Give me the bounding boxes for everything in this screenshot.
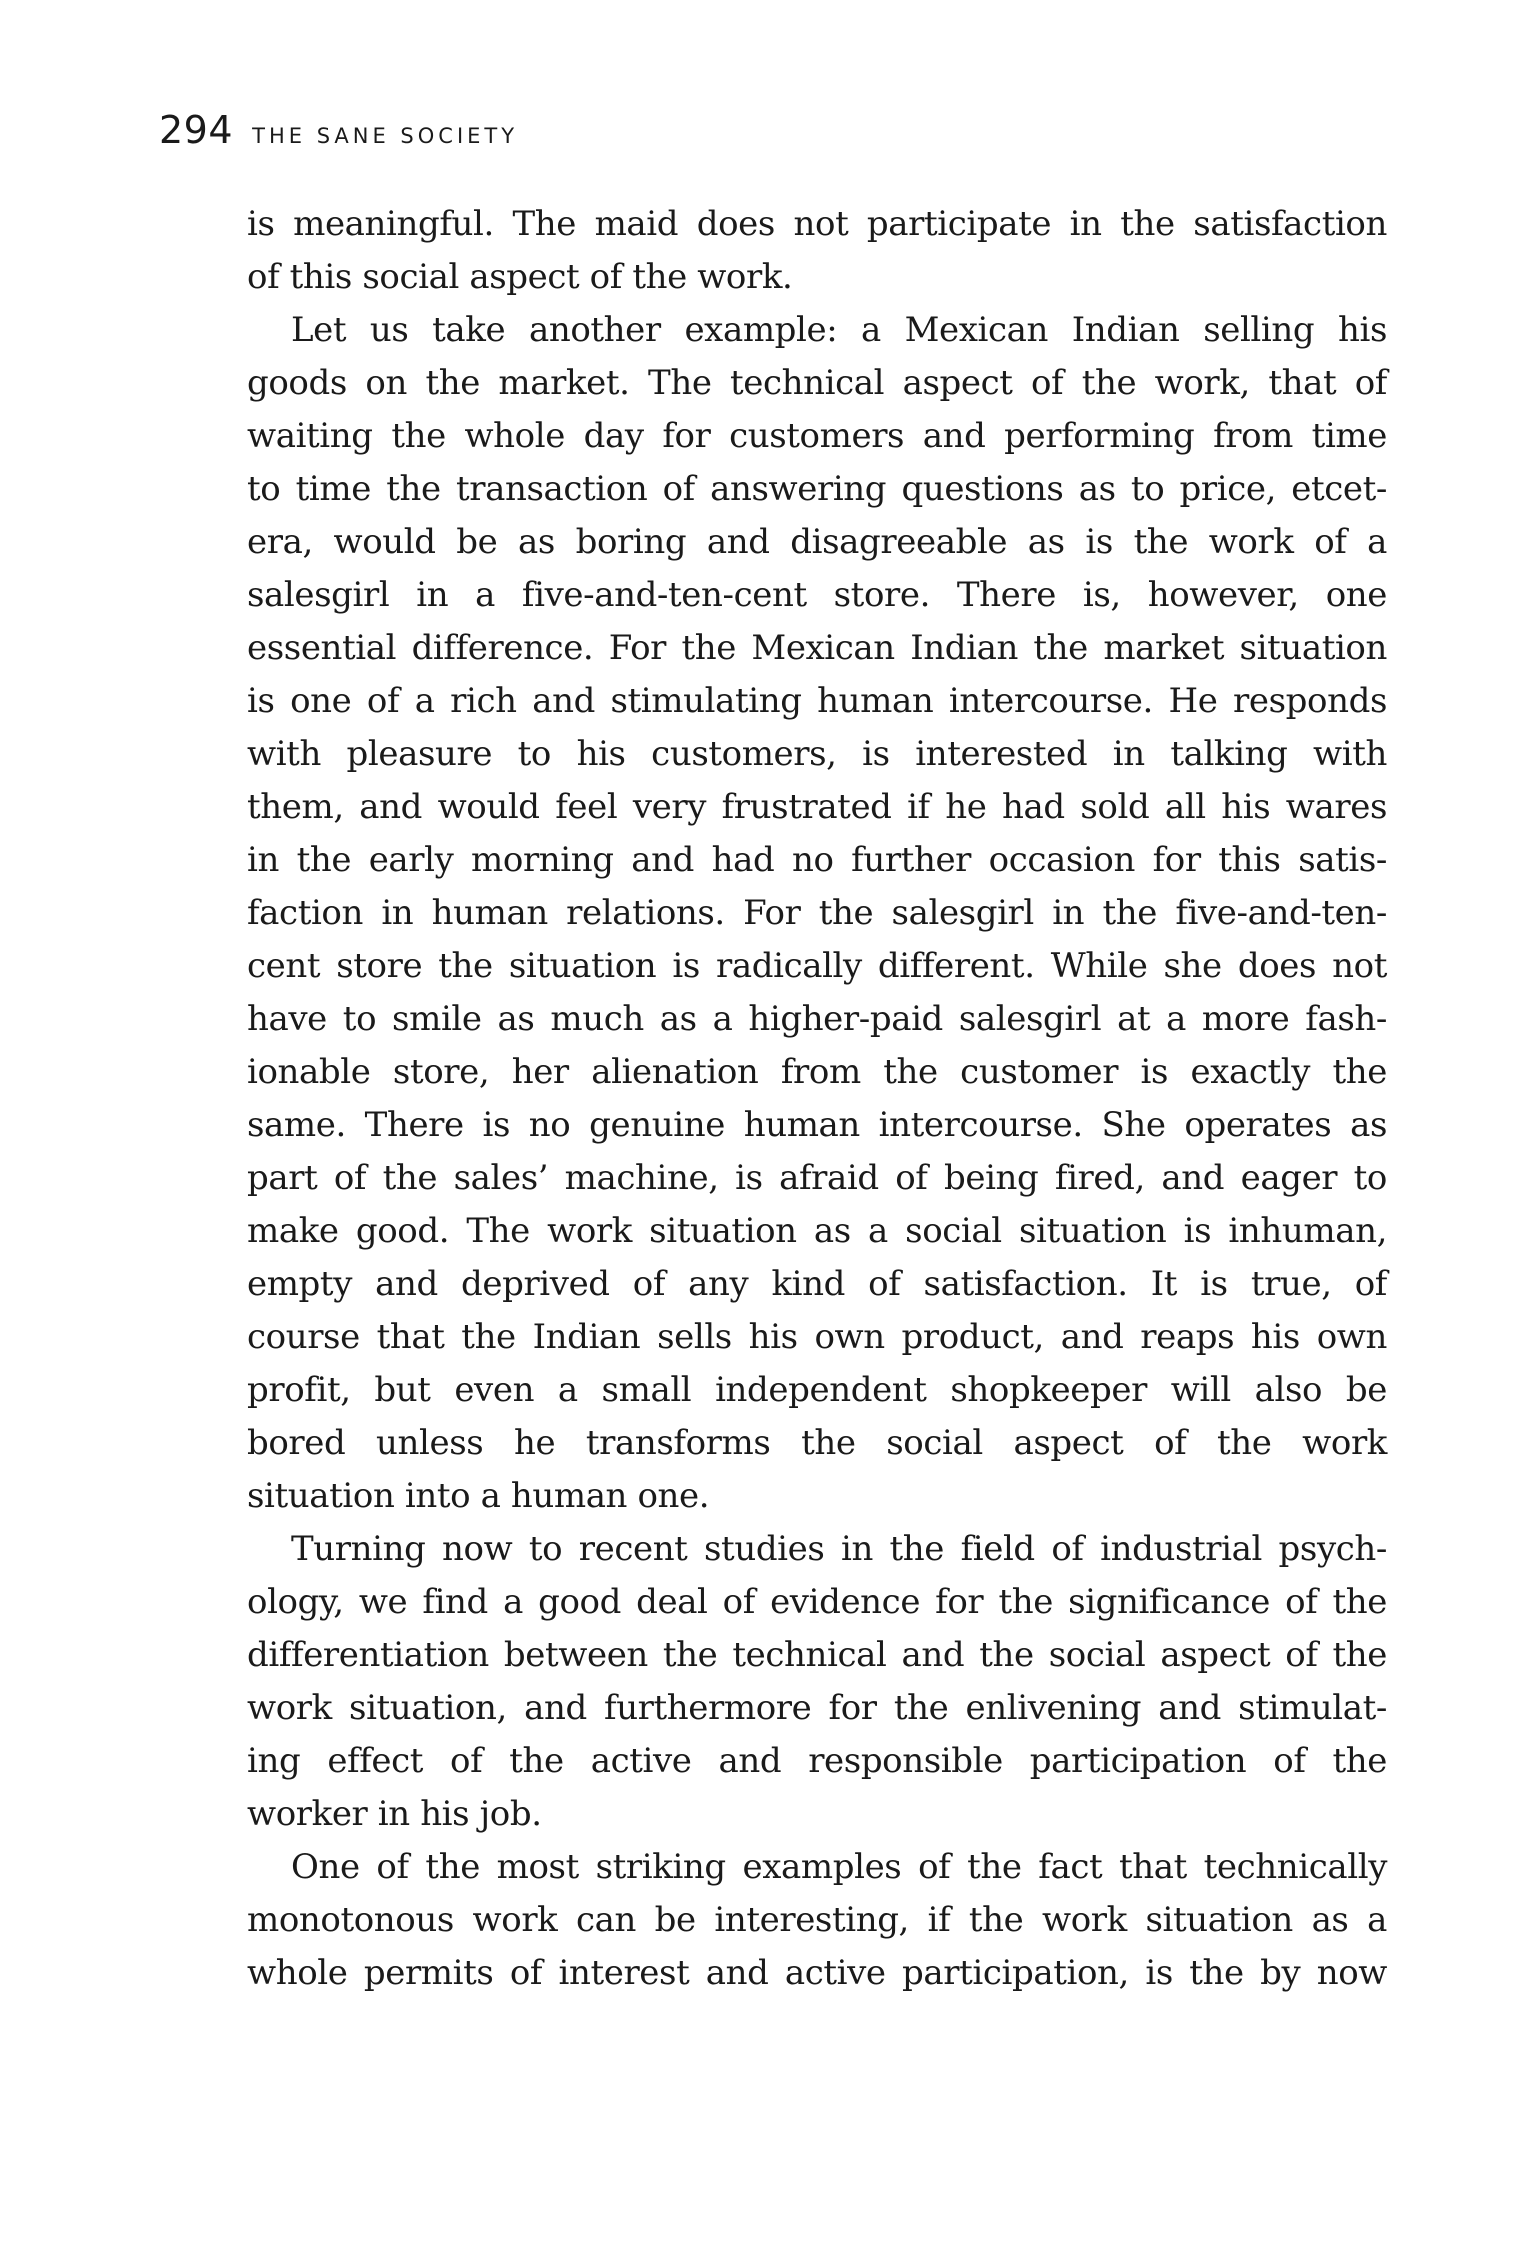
text-line: part of the sales’ machine, is afraid of being fired, and eager to xyxy=(247,1158,1387,1198)
text-line: to time the transaction of answering questions as to price, etcet- xyxy=(247,469,1387,509)
text-line: profit, but even a small independent shopkeeper will also be xyxy=(247,1370,1387,1410)
text-line: salesgirl in a five-and-ten-cent store. There is, however, one xyxy=(247,575,1387,615)
text-line: One of the most striking examples of the fact that technically xyxy=(291,1847,1387,1887)
text-line: work situation, and furthermore for the enlivening and stimulat- xyxy=(247,1688,1387,1728)
paragraph xyxy=(247,304,1387,1523)
text-line: worker in his job. xyxy=(247,1794,542,1834)
text-line: essential difference. For the Mexican Indian the market situation xyxy=(247,628,1387,668)
running-head xyxy=(159,108,518,152)
text-line: is meaningful. The maid does not participate in the satisfaction xyxy=(247,204,1387,244)
running-title: THE SANE SOCIETY xyxy=(252,124,519,148)
text-line: ionable store, her alienation from the customer is exactly the xyxy=(247,1052,1387,1092)
text-line: have to smile as much as a higher-paid salesgirl at a more fash- xyxy=(247,999,1387,1039)
text-line: cent store the situation is radically different. While she does not xyxy=(247,946,1387,986)
text-line: Turning now to recent studies in the field of industrial psych- xyxy=(291,1529,1387,1569)
paragraph xyxy=(247,198,1387,304)
text-line: era, would be as boring and disagreeable as is the work of a xyxy=(247,522,1387,562)
text-line: differentiation between the technical and the social aspect of the xyxy=(247,1635,1387,1675)
text-line: Let us take another example: a Mexican Indian selling his xyxy=(291,310,1387,350)
paragraph xyxy=(247,1523,1387,1841)
paragraph xyxy=(247,1841,1387,2000)
text-line: of this social aspect of the work. xyxy=(247,257,793,297)
text-line: is one of a rich and stimulating human intercourse. He responds xyxy=(247,681,1387,721)
body-text xyxy=(247,198,1387,2000)
text-line: ing effect of the active and responsible participation of the xyxy=(247,1741,1387,1781)
text-line: goods on the market. The technical aspect of the work, that of xyxy=(247,363,1387,403)
text-line: same. There is no genuine human intercourse. She operates as xyxy=(247,1105,1387,1145)
text-line: waiting the whole day for customers and performing from time xyxy=(247,416,1387,456)
text-line: make good. The work situation as a social situation is inhuman, xyxy=(247,1211,1387,1251)
text-line: whole permits of interest and active participation, is the by now xyxy=(247,1953,1387,1993)
page-number: 294 xyxy=(159,108,234,152)
text-line: faction in human relations. For the salesgirl in the five-and-ten- xyxy=(247,893,1387,933)
text-line: in the early morning and had no further occasion for this satis- xyxy=(247,840,1387,880)
text-line: them, and would feel very frustrated if he had sold all his wares xyxy=(247,787,1387,827)
text-line: empty and deprived of any kind of satisfaction. It is true, of xyxy=(247,1264,1387,1304)
text-line: bored unless he transforms the social aspect of the work xyxy=(247,1423,1387,1463)
text-line: situation into a human one. xyxy=(247,1476,710,1516)
text-line: ology, we find a good deal of evidence for the significance of the xyxy=(247,1582,1387,1622)
text-line: course that the Indian sells his own product, and reaps his own xyxy=(247,1317,1387,1357)
text-line: monotonous work can be interesting, if the work situation as a xyxy=(247,1900,1387,1940)
text-line: with pleasure to his customers, is interested in talking with xyxy=(247,734,1387,774)
